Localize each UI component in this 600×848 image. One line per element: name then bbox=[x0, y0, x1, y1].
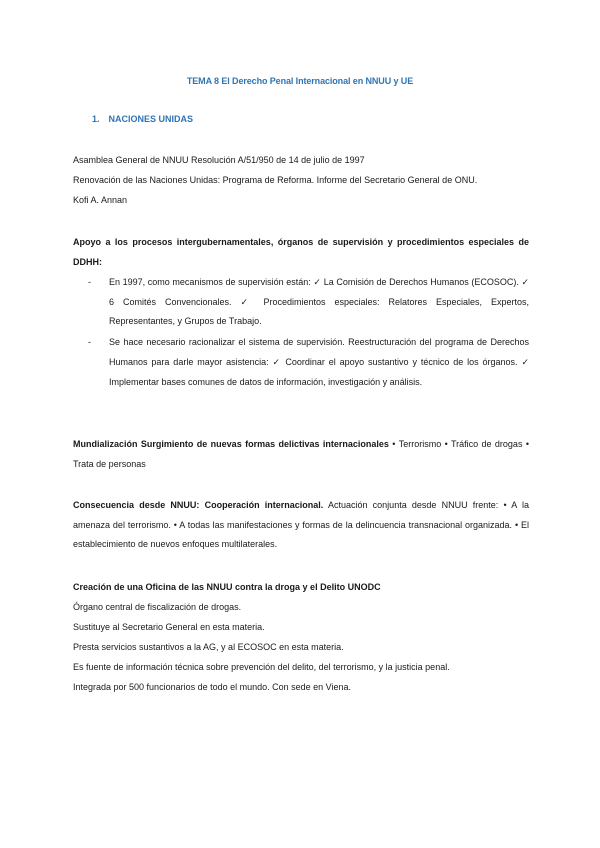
unodc-line: Sustituye al Secretario General en esta materia. bbox=[73, 622, 265, 632]
section-label: NACIONES UNIDAS bbox=[108, 114, 194, 124]
consecuencia-text: Actuación conjunta desde NNUU frente: • A la amenaza del terrorismo. • A todas las manifestaciones y formas de la delincuencia transnacional organizada. • El establecimiento de nuevos enfoques multilaterales. bbox=[73, 500, 529, 549]
section-heading bbox=[92, 114, 193, 124]
list-item-text: Se hace necesario racionalizar el sistema de supervisión. Reestructuración del programa de Derechos Humanos para darle mayor asistencia: ✓ Coordinar el apoyo sustantivo y técnico de los órganos. ✓ Implementar bases comunes de datos de información, investigación y análisis. bbox=[109, 337, 529, 387]
unodc-line: Órgano central de fiscalización de drogas. bbox=[73, 602, 242, 612]
apoyo-heading: Apoyo a los procesos intergubernamentales, órganos de supervisión y procedimientos especiales de DDHH: bbox=[73, 237, 529, 267]
unodc-block bbox=[73, 577, 529, 697]
mundializacion-text: • Terrorismo • Tráfico de drogas • Trata de personas bbox=[73, 439, 529, 469]
mundializacion-bold: Mundialización Surgimiento de nuevas formas delictivas internacionales bbox=[73, 439, 389, 449]
section-number: 1. bbox=[92, 114, 100, 124]
intro-line: Kofi A. Annan bbox=[73, 195, 128, 205]
mundializacion-paragraph bbox=[73, 435, 529, 474]
list-dash: - bbox=[88, 337, 91, 348]
intro-line: Asamblea General de NNUU Resolución A/51/950 de 14 de julio de 1997 bbox=[73, 155, 365, 165]
intro-line: Renovación de las Naciones Unidas: Programa de Reforma. Informe del Secretario General de ONU. bbox=[73, 175, 478, 185]
intro-block bbox=[73, 150, 529, 210]
list-item-text: En 1997, como mecanismos de supervisión están: ✓ La Comisión de Derechos Humanos (ECOSOC). ✓ 6 Comités Convencionales. ✓ Procedimientos especiales: Relatores Especiales, Expertos, Representantes, y Grupos de Trabajo. bbox=[109, 277, 529, 327]
list-item bbox=[88, 273, 529, 332]
consecuencia-bold: Consecuencia desde NNUU: Cooperación internacional. bbox=[73, 500, 324, 510]
list-dash: - bbox=[88, 277, 91, 287]
unodc-line: Integrada por 500 funcionarios de todo el mundo. Con sede en Viena. bbox=[73, 682, 352, 692]
consecuencia-paragraph bbox=[73, 496, 529, 555]
unodc-line: Es fuente de información técnica sobre prevención del delito, del terrorismo, y la justicia penal. bbox=[73, 662, 450, 672]
apoyo-list bbox=[88, 273, 529, 392]
unodc-line: Presta servicios sustantivos a la AG, y al ECOSOC en esta materia. bbox=[73, 642, 344, 652]
unodc-heading: Creación de una Oficina de las NNUU contra la droga y el Delito UNODC bbox=[73, 582, 381, 592]
document-title: TEMA 8 El Derecho Penal Internacional en NNUU y UE bbox=[186, 76, 414, 86]
list-item bbox=[88, 333, 529, 392]
